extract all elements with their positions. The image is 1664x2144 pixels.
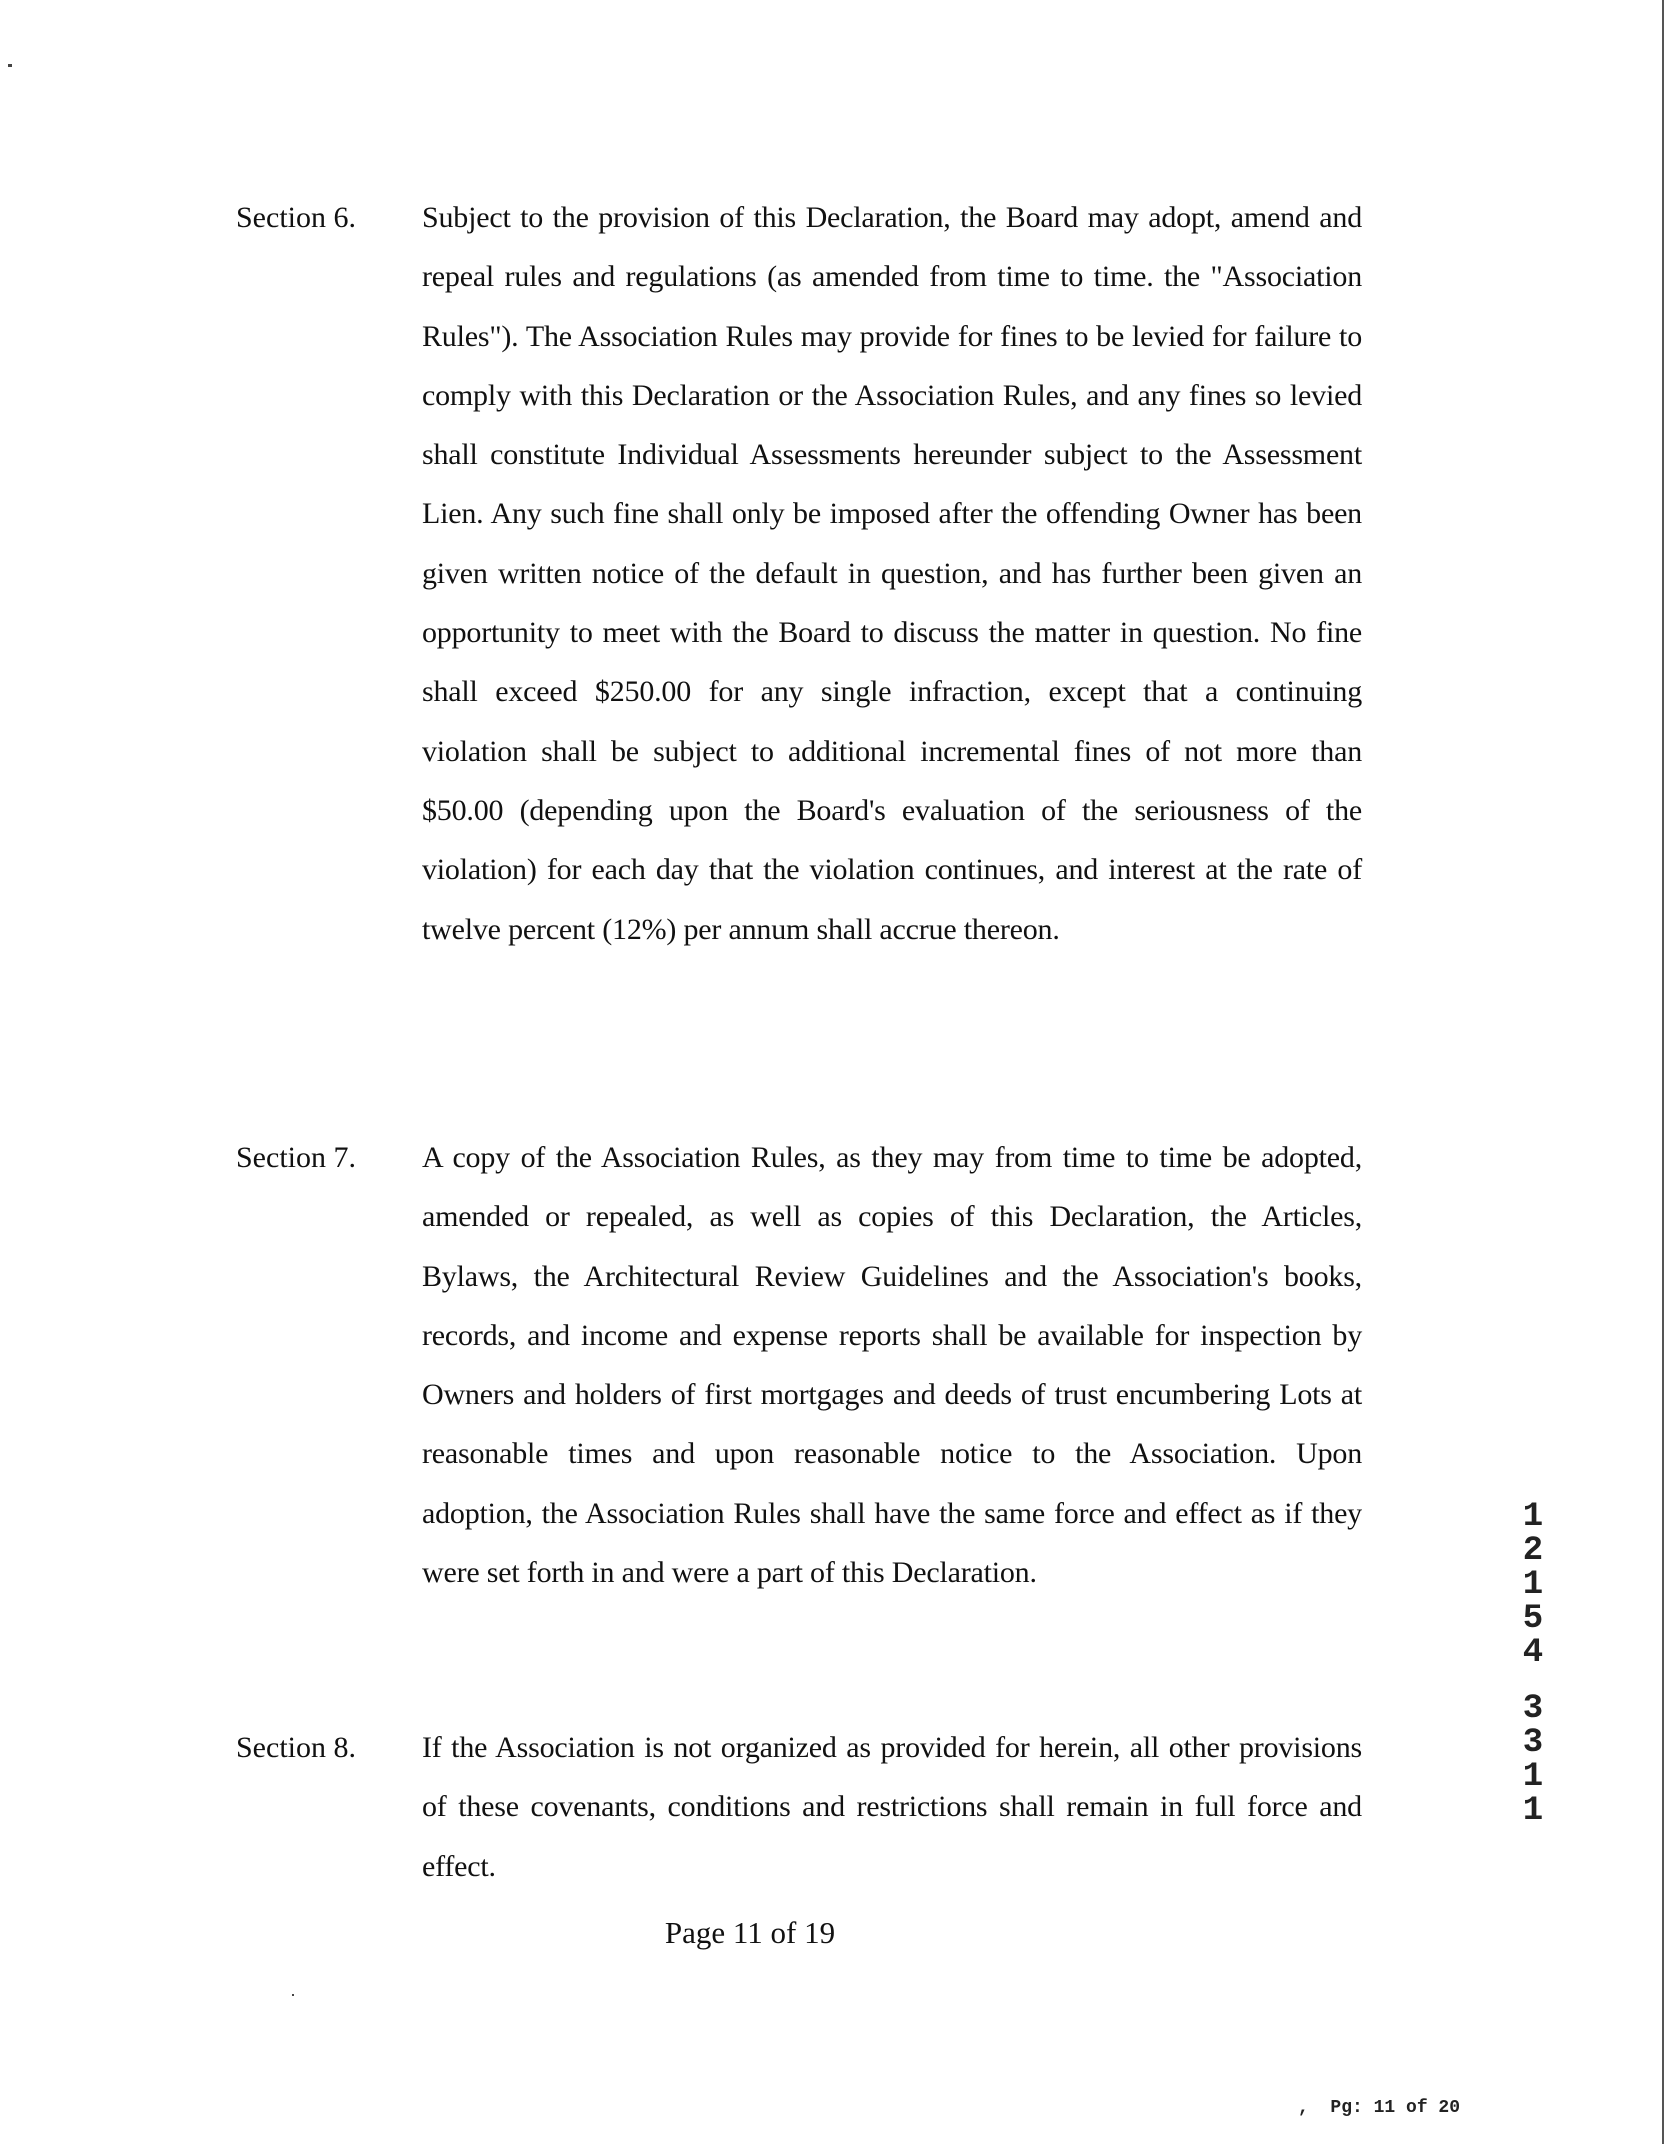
- stamp-digit: 5: [1522, 1600, 1544, 1638]
- stamp-digit: 4: [1522, 1634, 1544, 1672]
- stamp-digit: 3: [1522, 1690, 1544, 1728]
- stamp-digit: 3: [1522, 1724, 1544, 1762]
- stamp-digit: 1: [1522, 1498, 1544, 1536]
- page-number: [0, 1913, 1500, 1953]
- stamp-digit: 1: [1522, 1792, 1544, 1830]
- recording-number-stamp: [1510, 1500, 1556, 1828]
- section-label: Section 6.: [236, 201, 356, 234]
- section-text: If the Association is not organized as provided for herein, all other provisions of these covenants, conditions and restrictions shall remain in full force and effect.: [422, 1731, 1362, 1883]
- section-label: Section 8.: [236, 1731, 356, 1764]
- stamp-digit: 1: [1522, 1758, 1544, 1796]
- section-label: Section 7.: [236, 1141, 356, 1174]
- section-text: Subject to the provision of this Declaration, the Board may adopt, amend and repeal rules and regulations (as amended from time to time. the "Association Rules"). The Association Rules may provide for fines to be levied for failure to comply with this Declaration or the Association Rules, and any fines so levied shall constitute Individual Assessments hereunder subject to the Assessment Lien. Any such fine shall only be imposed after the offending Owner has been given written notice of the default in question, and has further been given an opportunity to meet with the Board to discuss the matter in question. No fine shall exceed $250.00 for any single infraction, except that a continuing violation shall be subject to additional incremental fines of not more than $50.00 (depending upon the Board's evaluation of the seriousness of the violation) for each day that the violation continues, and interest at the rate of twelve percent (12%) per annum shall accrue thereon.: [422, 201, 1362, 946]
- stamp-digit: 1: [1522, 1566, 1544, 1604]
- recorder-page-count: , Pg: 11 of 20: [1298, 2098, 1461, 2118]
- stamp-digit: 2: [1522, 1532, 1544, 1570]
- section-text: A copy of the Association Rules, as they may from time to time be adopted, amended or repealed, as well as copies of this Declaration, the Articles, Bylaws, the Architectural Review Guidelines and the Association's books, records, and income and expense reports shall be available for inspection by Owners and holders of first mortgages and deeds of trust encumbering Lots at reasonable times and upon reasonable notice to the Association. Upon adoption, the Association Rules shall have the same force and effect as if they were set forth in and were a part of this Declaration.: [422, 1141, 1362, 1590]
- scan-speck: [8, 64, 12, 67]
- page-number-text: Page 11 of 19: [664, 1915, 836, 1950]
- scan-speck: [292, 1994, 294, 1996]
